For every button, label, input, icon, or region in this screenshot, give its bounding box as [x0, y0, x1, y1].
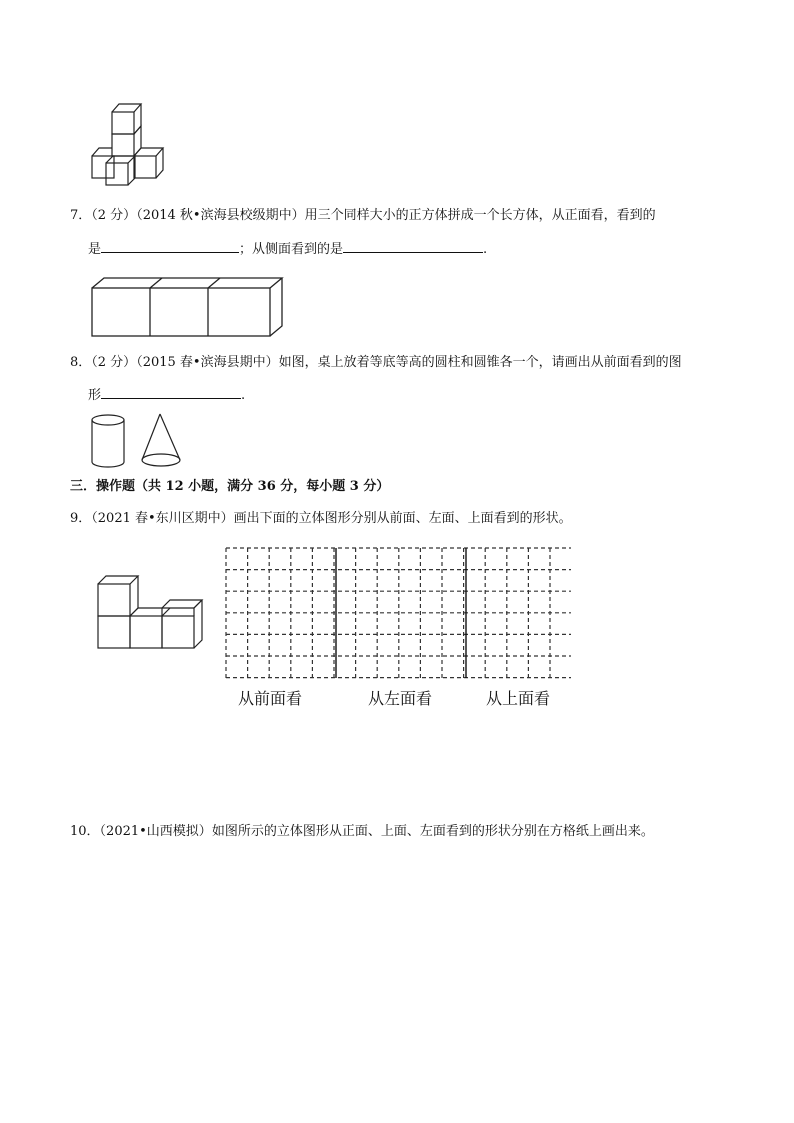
q7-prefix: 是	[88, 242, 102, 257]
q9-number: 9．	[70, 511, 92, 526]
l-shaped-solid-figure	[94, 572, 214, 652]
grid-label-left: 从左面看	[368, 689, 433, 708]
q7-number: 7．	[70, 208, 92, 223]
q10-number: 10．	[70, 824, 100, 839]
q10-text: 如图所示的立体图形从正面、上面、左面看到的形状分别在方格纸上画出来。	[211, 824, 654, 839]
q7-line2	[88, 240, 487, 258]
q8-prefix: 形	[88, 388, 102, 403]
cylinder-cone-figure	[88, 410, 188, 470]
q7-score: （2 分）	[91, 208, 137, 223]
q7-mid: ；从侧面看到的是	[239, 242, 344, 257]
q7-answer-blank-side[interactable]	[343, 240, 483, 253]
q8-end: .	[241, 388, 246, 403]
q9-text: 画出下面的立体图形分别从前面、左面、上面看到的形状。	[233, 511, 572, 526]
q10-line1	[70, 824, 654, 840]
stacked-cubes-figure	[88, 100, 168, 195]
q8-number: 8．	[70, 355, 92, 370]
q9-source: （2021 春•东川区期中）	[91, 511, 234, 526]
q10-source: （2021•山西模拟）	[99, 824, 212, 839]
q7-source: （2014 秋•滨海县校级期中）	[136, 208, 305, 223]
q7-text: 用三个同样大小的正方体拼成一个长方体，从正面看，看到的	[304, 208, 656, 223]
q7-answer-blank-front[interactable]	[101, 240, 239, 253]
q8-line1	[70, 355, 682, 371]
section3-heading: 三．操作题（共 12 小题，满分 36 分，每小题 3 分）	[70, 479, 390, 494]
grid-label-front: 从前面看	[238, 689, 303, 708]
q7-line1	[70, 208, 656, 224]
grid-label-top: 从上面看	[486, 689, 551, 708]
q8-text: 如图，桌上放着等底等高的圆柱和圆锥各一个，请画出从前面看到的图	[278, 355, 682, 370]
q8-answer-blank[interactable]	[101, 386, 241, 399]
q8-source: （2015 春•滨海县期中）	[136, 355, 279, 370]
cuboid-figure	[90, 276, 286, 338]
q9-line1	[70, 511, 572, 527]
q8-score: （2 分）	[91, 355, 137, 370]
q7-end: .	[483, 242, 488, 257]
q9-dashed-grid	[226, 548, 576, 683]
q8-line2	[88, 386, 245, 404]
